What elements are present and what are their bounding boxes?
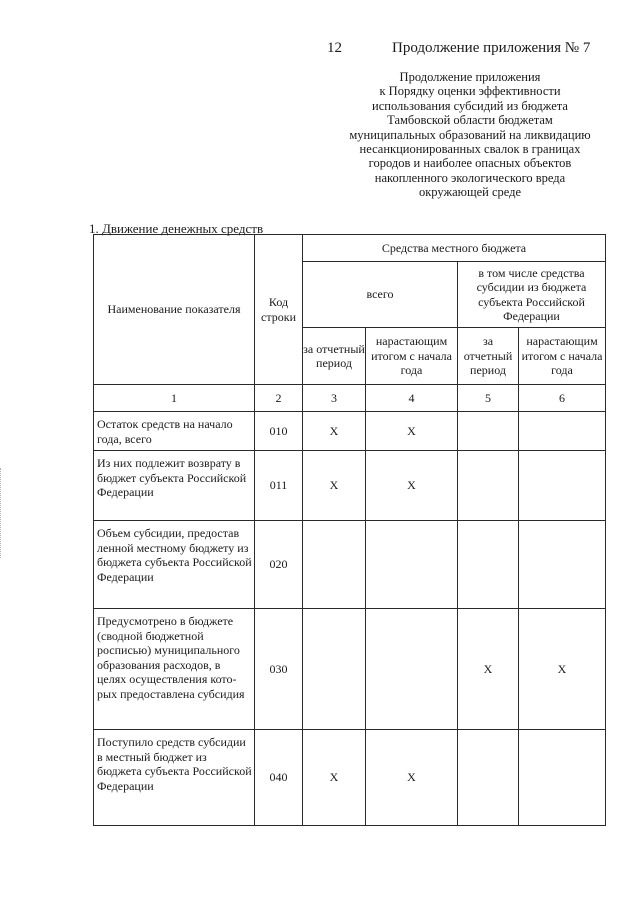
cell-total-cumulative: X: [366, 412, 458, 451]
column-number: 6: [519, 385, 606, 412]
cell-total-cumulative: X: [366, 730, 458, 826]
cash-flow-table: [93, 234, 606, 826]
margin-mark: [0, 468, 4, 558]
header-subsidy: в том числе средства субсидии из бюджета субъекта Российской Федерации: [458, 262, 606, 328]
row-code: 040: [255, 730, 303, 826]
row-code: 030: [255, 609, 303, 730]
column-number: 4: [366, 385, 458, 412]
cell-subsidy-cumulative: [519, 412, 606, 451]
indicator-name: Из них подлежит возврату в бюджет субъекта Российской Федерации: [94, 451, 255, 521]
cell-total-cumulative: [366, 521, 458, 609]
page-number: 12: [327, 40, 342, 56]
cell-subsidy-cumulative: [519, 730, 606, 826]
indicator-name: Остаток средств на начало года, всего: [94, 412, 255, 451]
appendix-subtitle: [336, 70, 604, 200]
column-number: 5: [458, 385, 519, 412]
cell-total-cumulative: X: [366, 451, 458, 521]
header-local-budget: Средства местного бюджета: [303, 235, 606, 262]
cell-subsidy-period: X: [458, 609, 519, 730]
cell-subsidy-period: [458, 521, 519, 609]
header-total: всего: [303, 262, 458, 328]
row-code: 011: [255, 451, 303, 521]
subtitle-line: муниципальных образований на ликвидацию: [349, 127, 591, 142]
row-code: 010: [255, 412, 303, 451]
section-title: 1. Движение денежных средств: [89, 221, 264, 236]
cell-total-period: X: [303, 412, 366, 451]
header-cumulative: нарастающим итогом с начала года: [366, 328, 458, 385]
cell-subsidy-cumulative: X: [519, 609, 606, 730]
subtitle-line: Тамбовской области бюджетам: [387, 113, 553, 128]
subtitle-line: накопленного экологического вреда: [374, 170, 566, 185]
indicator-name: Поступило средств субсидии в местный бюджет из бюджета субъекта Российской Федерации: [94, 730, 255, 826]
indicator-name: Объем субсидии, предостав ленной местному бюджету из бюджета субъекта Российской Федерации: [94, 521, 255, 609]
cell-subsidy-period: [458, 730, 519, 826]
appendix-title: Продолжение приложения № 7: [392, 40, 591, 56]
subtitle-line: окружающей среде: [418, 185, 522, 200]
header-row-code: Код строки: [255, 235, 303, 385]
cell-total-period: X: [303, 451, 366, 521]
cell-subsidy-period: [458, 451, 519, 521]
subtitle-line: несанкционированных свалок в границах: [359, 142, 581, 157]
header-cumulative: нарастающим итогом с начала года: [519, 328, 606, 385]
header-period: за отчетный период: [458, 328, 519, 385]
cell-total-period: X: [303, 730, 366, 826]
subtitle-line: Продолжение приложения: [399, 70, 541, 84]
column-number: 1: [94, 385, 255, 412]
cell-total-period: [303, 609, 366, 730]
indicator-name: Предусмотрено в бюджете (сводной бюджетной росписью) муниципального образования расходов, в целях осуществления кото-рых предоставлена субсидия: [94, 609, 255, 730]
header-period: за отчетный период: [303, 328, 366, 385]
cell-subsidy-cumulative: [519, 521, 606, 609]
column-number: 3: [303, 385, 366, 412]
row-code: 020: [255, 521, 303, 609]
table-row: [94, 730, 606, 826]
cell-subsidy-cumulative: [519, 451, 606, 521]
subtitle-line: использования субсидий из бюджета: [372, 98, 568, 113]
table-row: [94, 451, 606, 521]
table-row: [94, 609, 606, 730]
header-indicator-name: Наименование показателя: [94, 235, 255, 385]
cell-total-period: [303, 521, 366, 609]
table-row: [94, 412, 606, 451]
table-row: [94, 521, 606, 609]
cell-total-cumulative: [366, 609, 458, 730]
column-number: 2: [255, 385, 303, 412]
subtitle-line: к Порядку оценки эффективности: [379, 84, 561, 99]
cell-subsidy-period: [458, 412, 519, 451]
subtitle-line: городов и наиболее опасных объектов: [368, 156, 572, 171]
